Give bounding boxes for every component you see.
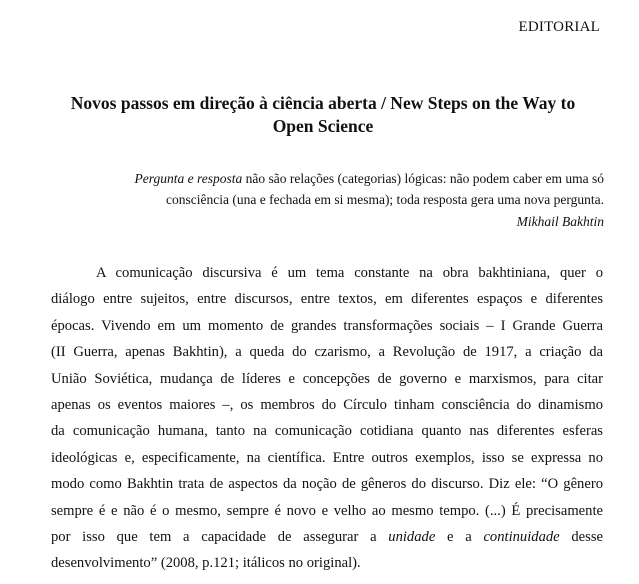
body-paragraph (51, 260, 603, 577)
body-line: apenas os eventos maiores –, os membros do Círculo tinham consciência do dinamismo (51, 397, 603, 414)
body-line: União Soviética, mudança de líderes e concepções de governo e marxismos, para citar (51, 370, 603, 387)
emphasis-continuidade: continuidade (483, 529, 560, 546)
article-title-line-2: Open Science (272, 116, 374, 136)
body-text: por isso que tem a capacidade de assegurar a (51, 529, 389, 546)
body-line: (II Guerra, apenas Bakhtin), a queda do czarismo, a Revolução de 1917, a criação da (51, 344, 603, 361)
body-line: modo como Bakhtin trata de aspectos da noção de gêneros do discurso. Diz ele: “O gênero (51, 476, 603, 493)
body-line: épocas. Vivendo em um momento de grandes transformações sociais – I Grande Guerra (51, 317, 603, 334)
body-text: desse (559, 529, 603, 546)
epigraph-author: Mikhail Bakhtin (516, 214, 604, 229)
epigraph-line-1-rest: não são relações (categorias) lógicas: não podem caber em uma só (242, 171, 604, 186)
section-label: EDITORIAL (518, 19, 600, 35)
article-title-line-1: Novos passos em direção à ciência aberta / New Steps on the Way to (70, 93, 576, 113)
body-line (51, 524, 603, 550)
article-title (40, 92, 606, 138)
emphasis-unidade: unidade (388, 529, 436, 546)
body-line: desenvolvimento” (2008, p.121; itálicos no original). (51, 555, 361, 572)
epigraph-italic-lead: Pergunta e resposta (134, 171, 243, 186)
body-text: e a (435, 529, 484, 546)
epigraph-line-1 (84, 168, 604, 189)
body-line: da comunicação humana, tanto na comunicação cotidiana quanto nas diferentes esferas (51, 423, 603, 440)
epigraph (84, 168, 604, 232)
body-line: sempre é e não é o mesmo, sempre é novo e velho ao mesmo tempo. (...) É precisamente (51, 502, 603, 519)
body-line: diálogo entre sujeitos, entre discursos, entre textos, em diferentes espaços e diferentes (51, 291, 603, 308)
epigraph-line-2: consciência (una e fechada em si mesma); toda resposta gera uma nova pergunta. (166, 192, 604, 207)
body-line: ideológicas e, especificamente, na científica. Entre outros exemplos, isso se expressa no (51, 449, 603, 466)
body-line: A comunicação discursiva é um tema constante na obra bakhtiniana, quer o (96, 265, 603, 281)
